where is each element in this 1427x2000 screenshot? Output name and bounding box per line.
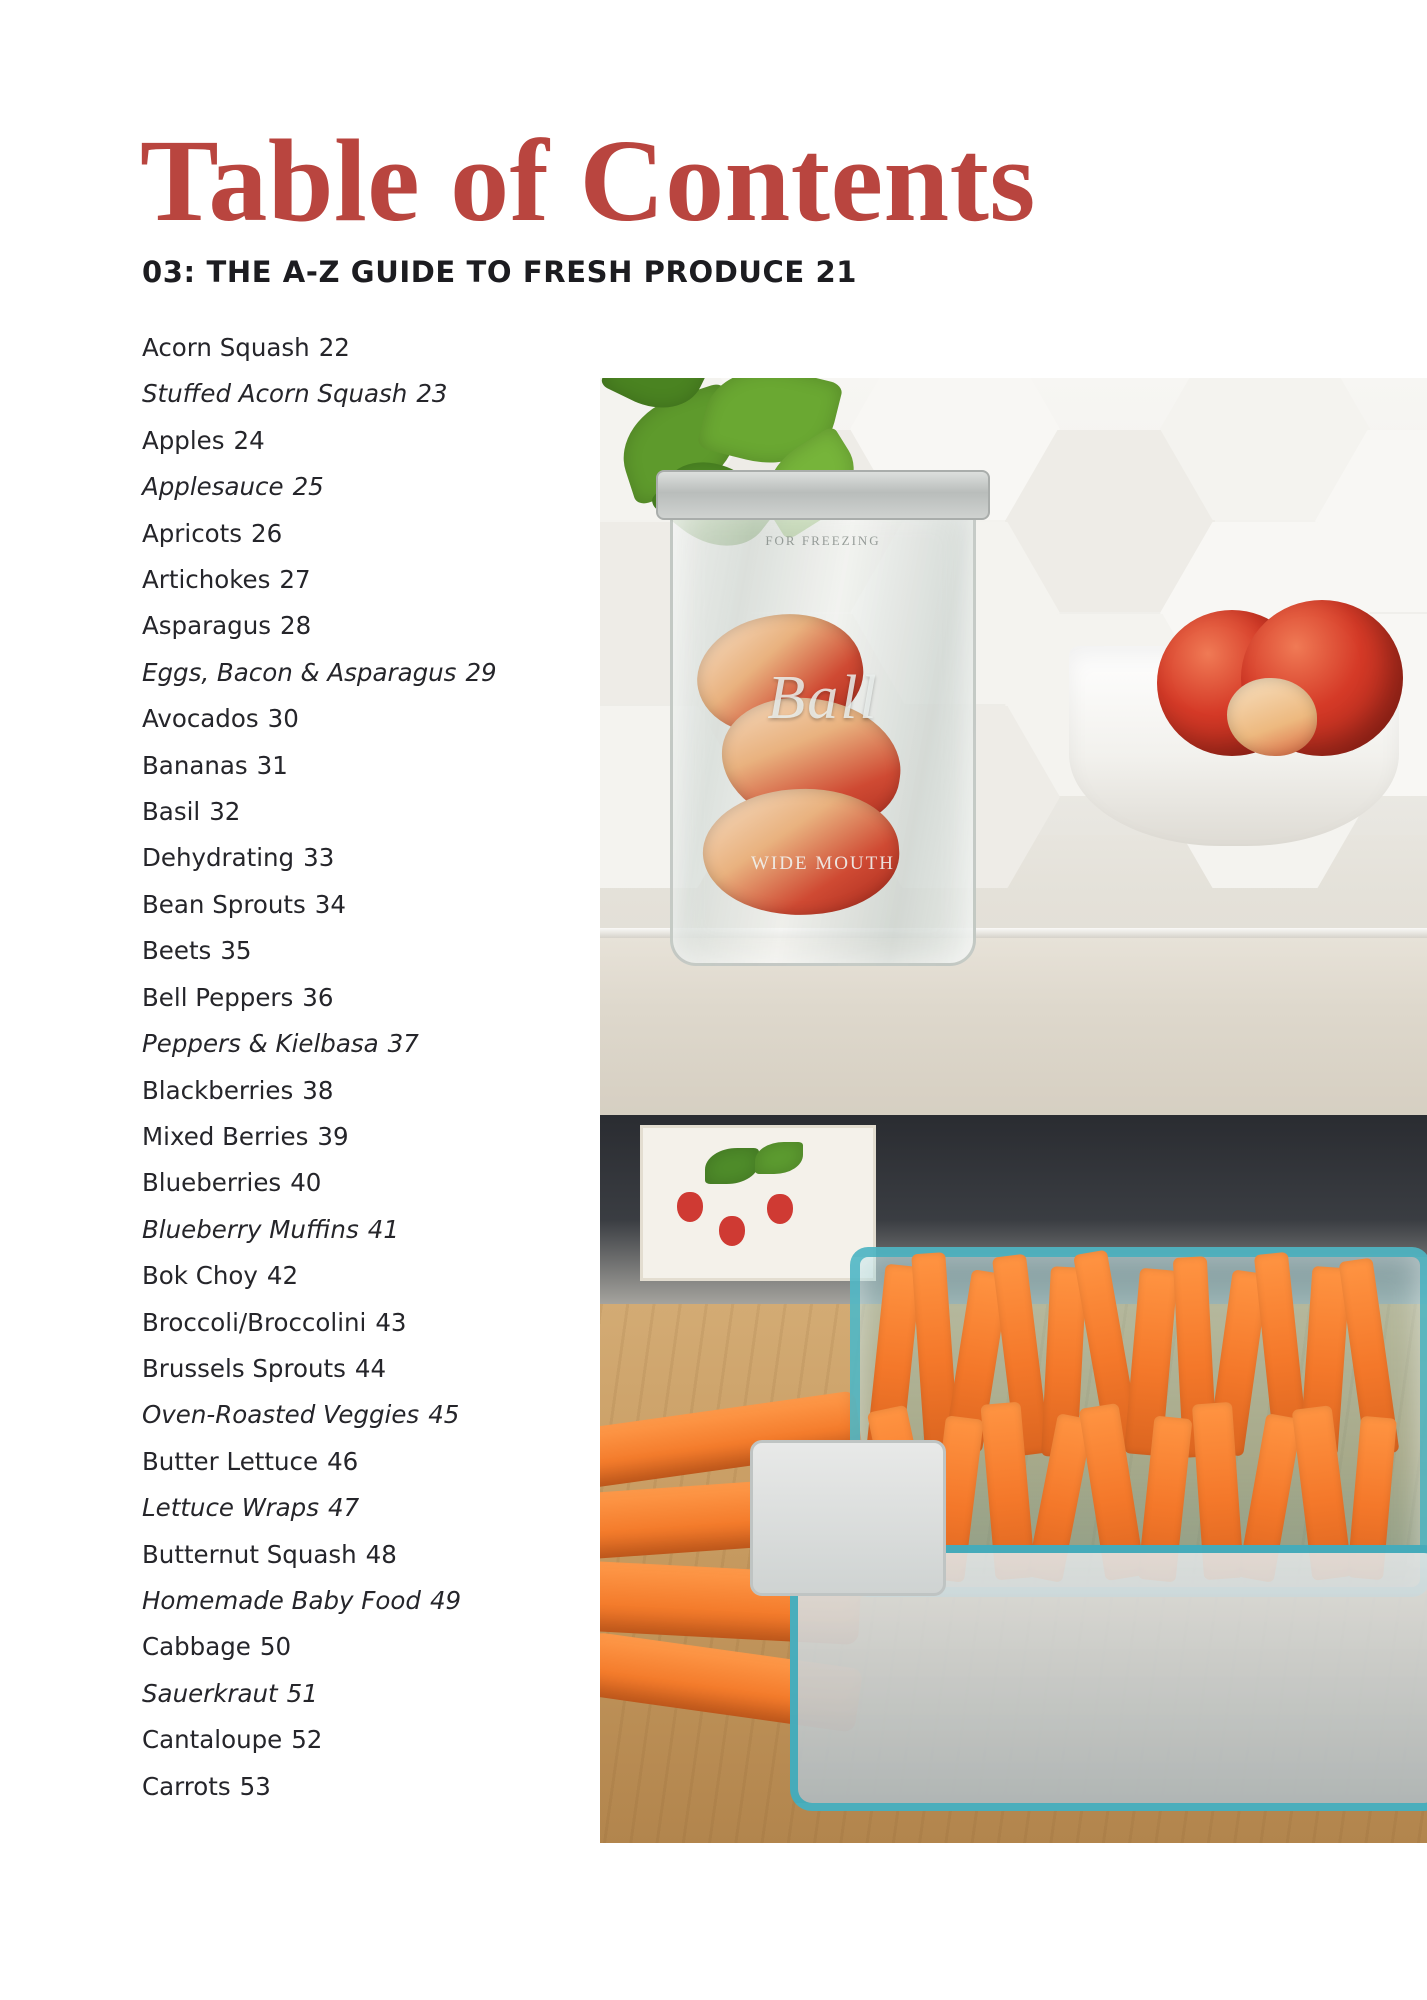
toc-entry-page-number: 28	[280, 611, 312, 641]
toc-entry-page-number: 43	[375, 1307, 407, 1337]
toc-entry[interactable]	[142, 789, 612, 835]
toc-entry-label: Apples	[142, 425, 225, 455]
toc-entry-page-number: 32	[209, 797, 241, 827]
toc-entry[interactable]	[142, 696, 612, 742]
toc-entry-label: Cabbage	[142, 1632, 251, 1662]
strawberry-towel	[640, 1125, 876, 1281]
toc-entry-label: Peppers & Kielbasa	[142, 1029, 379, 1059]
mason-jar	[670, 500, 976, 966]
toc-entry-page-number: 44	[354, 1353, 387, 1383]
toc-entry-label: Butter Lettuce	[142, 1446, 319, 1476]
toc-entry-label: Blackberries	[142, 1075, 294, 1105]
toc-entry-label: Homemade Baby Food	[142, 1585, 421, 1615]
toc-entry-page-number: 33	[303, 843, 335, 873]
toc-entry[interactable]	[142, 1764, 612, 1810]
toc-entry[interactable]	[142, 650, 612, 696]
toc-entry-page-number: 36	[302, 982, 334, 1012]
toc-entry-label: Bean Sprouts	[142, 889, 306, 919]
toc-entry-page-number: 41	[367, 1214, 399, 1244]
toc-entry-label: Brussels Sprouts	[142, 1353, 346, 1383]
toc-entry-label: Beets	[142, 936, 212, 966]
toc-entry-page-number: 50	[259, 1632, 292, 1662]
toc-entry[interactable]	[142, 1253, 612, 1299]
toc-entry-page-number: 34	[314, 889, 346, 919]
toc-entry-label: Dehydrating	[142, 843, 295, 873]
toc-entry[interactable]	[142, 1532, 612, 1578]
toc-entry-page-number: 39	[317, 1121, 349, 1151]
toc-entry-page-number: 30	[267, 704, 299, 734]
toc-entry-page-number: 52	[291, 1725, 323, 1755]
toc-entry-page-number: 48	[365, 1539, 397, 1569]
toc-entry[interactable]	[142, 1485, 612, 1531]
toc-entry-page-number: 29	[465, 657, 497, 687]
toc-entry-label: Mixed Berries	[142, 1121, 309, 1151]
toc-entry-page-number: 24	[233, 425, 265, 455]
toc-entry-page-number: 22	[318, 333, 350, 362]
toc-entry-list	[142, 325, 612, 1810]
toc-entry-label: Butternut Squash	[142, 1539, 357, 1569]
toc-entry-page-number: 35	[220, 936, 252, 966]
toc-entry[interactable]	[142, 418, 612, 464]
toc-entry[interactable]	[142, 371, 612, 417]
toc-entry[interactable]	[142, 1114, 612, 1160]
toc-entry-label: Apricots	[142, 518, 243, 548]
toc-entry-page-number: 51	[286, 1678, 318, 1708]
toc-entry-label: Asparagus	[142, 611, 272, 641]
page-title: Table of Contents	[140, 115, 1036, 247]
toc-entry-page-number: 27	[279, 565, 311, 595]
toc-entry-label: Carrots	[142, 1771, 231, 1801]
toc-entry[interactable]	[142, 928, 612, 974]
toc-entry-label: Basil	[142, 797, 201, 827]
toc-entry-page-number: 26	[251, 518, 283, 548]
toc-entry-label: Lettuce Wraps	[142, 1493, 319, 1523]
toc-entry-page-number: 31	[256, 750, 288, 780]
toc-entry[interactable]	[142, 603, 612, 649]
toc-entry[interactable]	[142, 1392, 612, 1438]
chapter-heading: 03: THE A-Z GUIDE TO FRESH PRODUCE 21	[142, 255, 858, 289]
toc-entry-page-number: 23	[416, 379, 448, 409]
toc-entry-page-number: 37	[387, 1029, 419, 1059]
toc-entry-label: Bell Peppers	[142, 982, 294, 1012]
toc-entry[interactable]	[142, 511, 612, 557]
toc-entry-label: Oven-Roasted Veggies	[142, 1400, 420, 1430]
toc-entry-label: Bananas	[142, 750, 248, 780]
jar-brand-text: Ball	[767, 664, 879, 732]
toc-entry-label: Bok Choy	[142, 1261, 258, 1291]
toc-entry-page-number: 49	[429, 1585, 462, 1615]
toc-entry[interactable]	[142, 1671, 612, 1717]
toc-entry-label: Cantaloupe	[142, 1725, 283, 1755]
toc-entry-label: Blueberry Muffins	[142, 1214, 359, 1244]
toc-entry-page-number: 46	[327, 1446, 359, 1476]
toc-entry[interactable]	[142, 882, 612, 928]
toc-entry[interactable]	[142, 835, 612, 881]
jar-top-text: FOR FREEZING	[765, 533, 881, 548]
toc-entry[interactable]	[142, 1578, 612, 1624]
toc-entry[interactable]	[142, 1021, 612, 1067]
toc-entry[interactable]	[142, 1160, 612, 1206]
toc-entry[interactable]	[142, 1717, 612, 1763]
toc-entry-label: Broccoli/Broccolini	[142, 1307, 367, 1337]
toc-entry[interactable]	[142, 464, 612, 510]
toc-entry-page-number: 45	[428, 1400, 460, 1430]
toc-entry-label: Avocados	[142, 704, 259, 734]
toc-entry[interactable]	[142, 743, 612, 789]
toc-entry-label: Artichokes	[142, 565, 271, 595]
toc-entry[interactable]	[142, 1207, 612, 1253]
toc-entry-label: Sauerkraut	[142, 1678, 278, 1708]
toc-entry[interactable]	[142, 1439, 612, 1485]
toc-entry[interactable]	[142, 1346, 612, 1392]
toc-entry[interactable]	[142, 1300, 612, 1346]
lid-latch-tab	[750, 1440, 946, 1596]
toc-entry-label: Eggs, Bacon & Asparagus	[142, 657, 457, 687]
jar-bottom-text: WIDE MOUTH	[750, 853, 895, 874]
toc-entry-page-number: 42	[266, 1261, 299, 1291]
toc-entry[interactable]	[142, 1624, 612, 1670]
toc-entry-label: Stuffed Acorn Squash	[142, 379, 408, 409]
toc-entry-page-number: 47	[328, 1493, 360, 1523]
toc-entry[interactable]	[142, 1068, 612, 1114]
carrot-sticks-container-photo	[600, 1115, 1427, 1843]
toc-entry-label: Applesauce	[142, 472, 284, 502]
toc-entry-page-number: 38	[302, 1075, 334, 1105]
jar-lid	[656, 470, 990, 520]
toc-entry-label: Blueberries	[142, 1168, 282, 1198]
toc-entry[interactable]	[142, 975, 612, 1021]
mason-jar-apple-slices-photo	[600, 378, 1427, 1115]
toc-entry-page-number: 25	[292, 472, 324, 502]
toc-entry[interactable]	[142, 325, 612, 371]
toc-entry[interactable]	[142, 557, 612, 603]
toc-entry-page-number: 53	[239, 1771, 271, 1801]
toc-entry-label: Acorn Squash	[142, 333, 310, 362]
toc-entry-page-number: 40	[290, 1168, 322, 1198]
apple-slice	[1227, 678, 1317, 756]
